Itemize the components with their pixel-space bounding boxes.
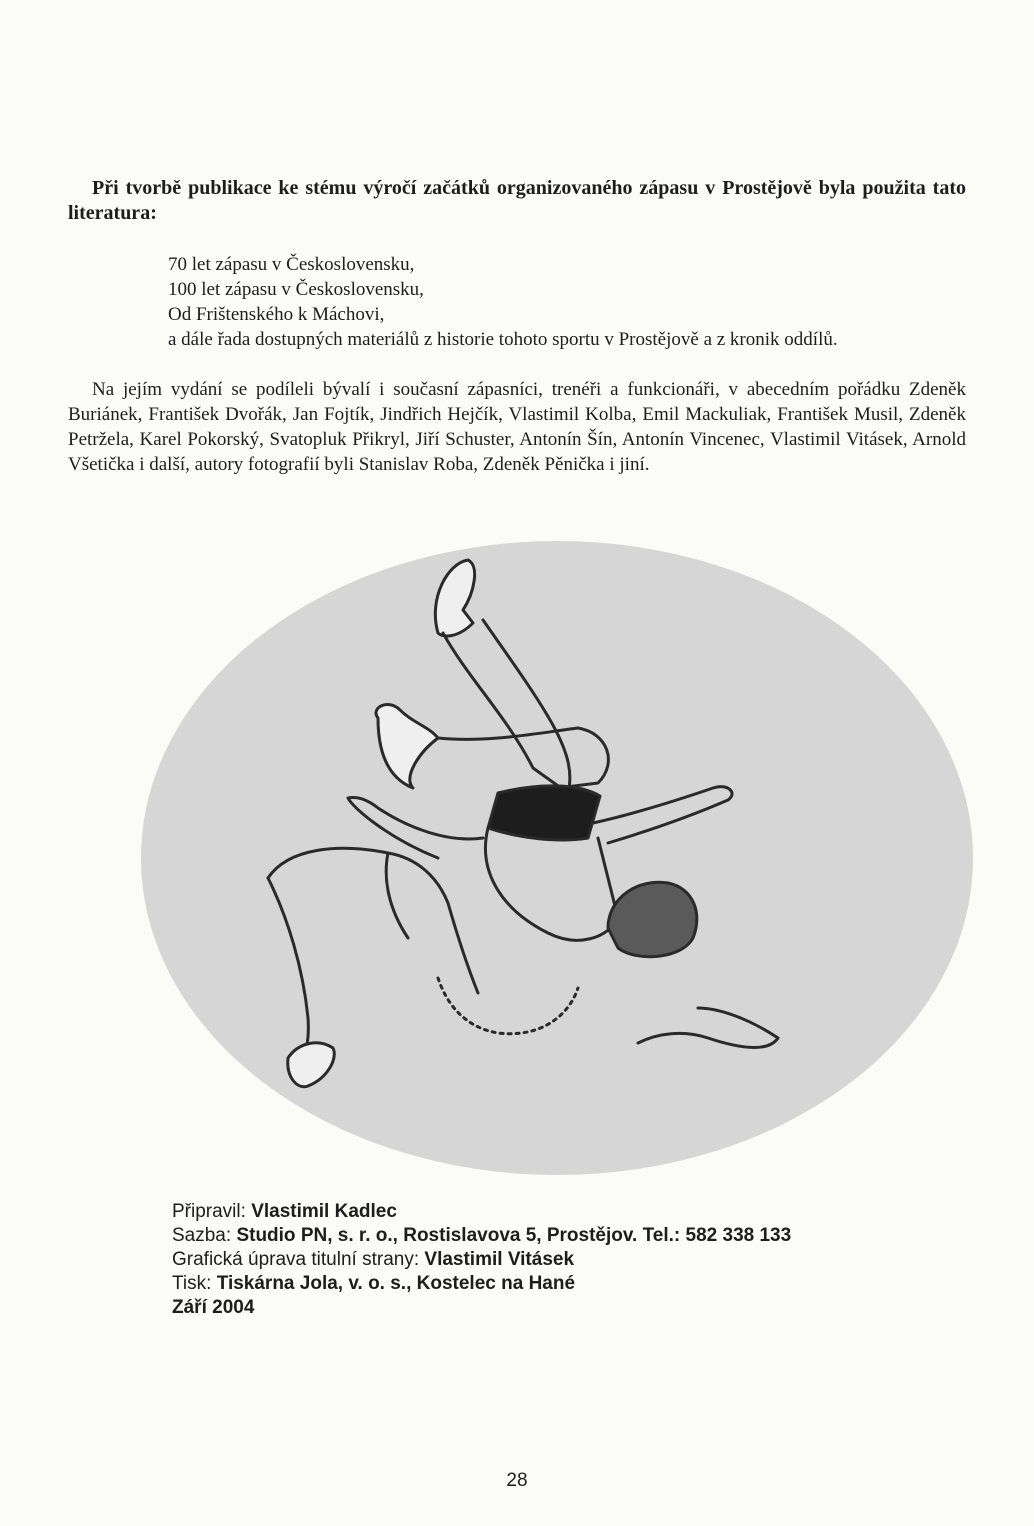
literature-item: 100 let zápasu v Československu, bbox=[168, 279, 424, 300]
imprint-value: Studio PN, s. r. o., Rostislavova 5, Prostějov. Tel.: 582 338 133 bbox=[236, 1225, 792, 1246]
illustration-oval bbox=[141, 541, 973, 1175]
publication-date: Září 2004 bbox=[172, 1297, 255, 1318]
imprint-value: Vlastimil Kadlec bbox=[251, 1201, 397, 1222]
imprint-prepared bbox=[172, 1200, 992, 1224]
imprint-cover-design bbox=[172, 1248, 992, 1272]
page-number: 28 bbox=[506, 1470, 528, 1491]
wrestlers-illustration bbox=[138, 538, 976, 1178]
imprint-label: Grafická úprava titulní strany: bbox=[172, 1249, 425, 1270]
literature-item: Od Frištenského k Máchovi, bbox=[168, 304, 385, 325]
imprint-label: Tisk: bbox=[172, 1273, 217, 1294]
imprint-value: Vlastimil Vitásek bbox=[424, 1249, 575, 1270]
literature-item: a dále řada dostupných materiálů z historie tohoto sportu v Prostějově a z kronik oddílů. bbox=[168, 329, 838, 350]
literature-list bbox=[168, 252, 978, 352]
literature-item: 70 let zápasu v Československu, bbox=[168, 254, 415, 275]
imprint-label: Sazba: bbox=[172, 1225, 237, 1246]
imprint bbox=[172, 1200, 992, 1320]
imprint-label: Připravil: bbox=[172, 1201, 252, 1222]
literature-intro: Při tvorbě publikace ke stému výročí začátků organizovaného zápasu v Prostějově byla použita tato literatura: bbox=[68, 177, 966, 224]
imprint-value: Tiskárna Jola, v. o. s., Kostelec na Hané bbox=[216, 1273, 576, 1294]
imprint-typeset bbox=[172, 1224, 992, 1248]
imprint-print bbox=[172, 1272, 992, 1296]
contributors-paragraph: Na jejím vydání se podíleli bývalí i současní zápasníci, trenéři a funkcionáři, v abecedním pořádku Zdeněk Buriánek, František Dvořák, Jan Fojtík, Jindřich Hejčík, Vlastimil Kolba, Emil Mackuliak, František Musil, Zdeněk Petržela, Karel Pokorský, Svatopluk Přikryl, Jiří Schuster, Antonín Šín, Antonín Vincenec, Vlastimil Vitásek, Arnold Všetička i další, autory fotografií byli Stanislav Roba, Zdeněk Pěnička i jiní. bbox=[68, 379, 966, 475]
imprint-date bbox=[172, 1296, 992, 1320]
